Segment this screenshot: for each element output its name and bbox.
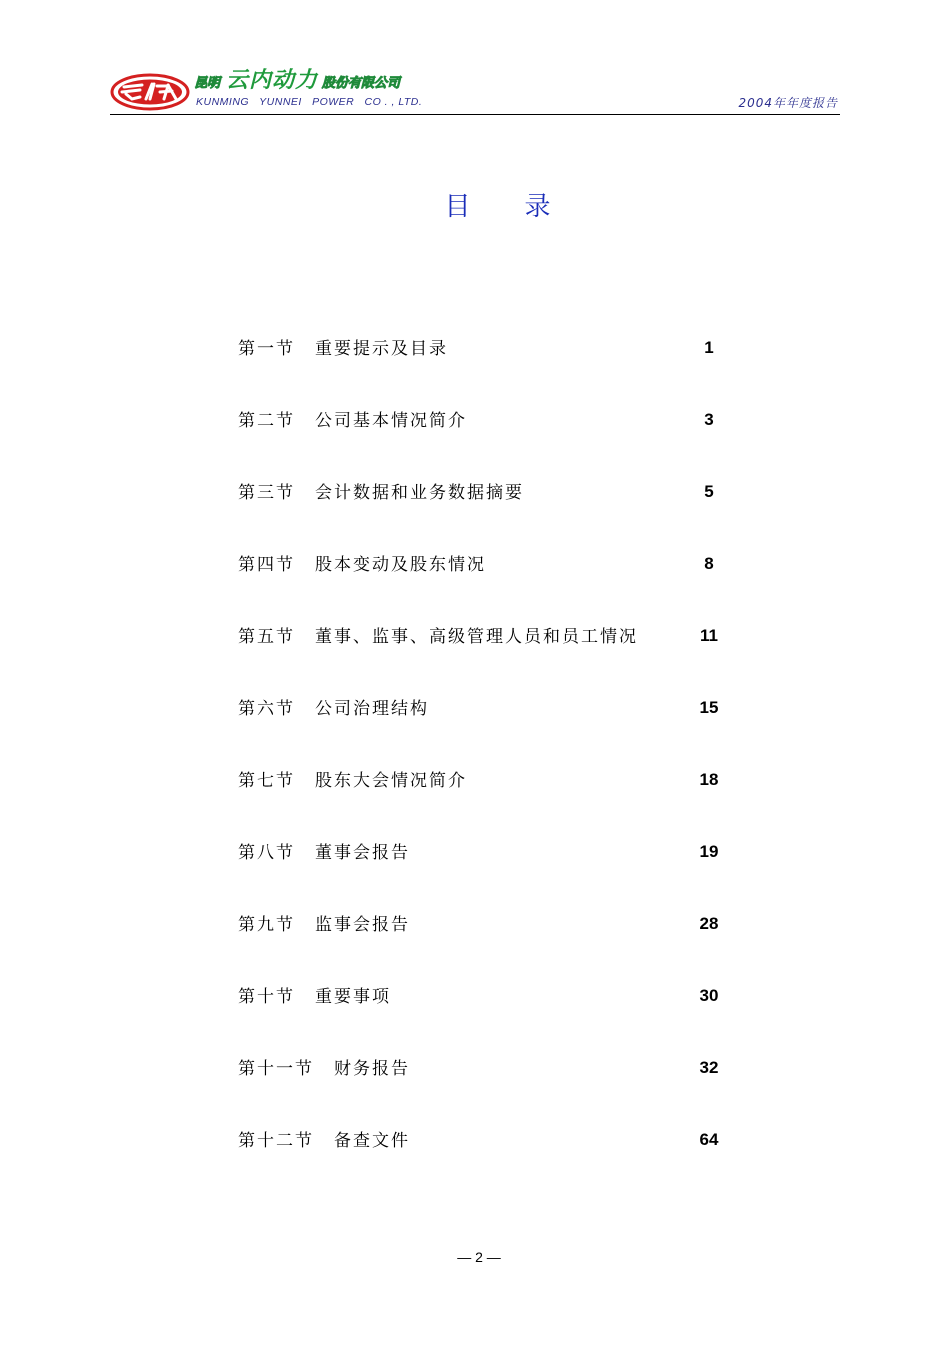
toc-title-char-2: 录 [524, 192, 551, 222]
toc-section-label: 第四节 [238, 555, 295, 575]
toc-item[interactable] [238, 906, 738, 936]
toc-page-number: 1 [704, 338, 714, 357]
toc-item[interactable] [238, 1122, 738, 1152]
toc-section-name: 重要事项 [315, 987, 391, 1007]
toc-item[interactable] [238, 618, 738, 648]
toc-section-label: 第十二节 [238, 1131, 314, 1151]
toc-page-number: 19 [699, 842, 719, 861]
toc-section-name: 董事会报告 [315, 843, 410, 863]
toc-section-name: 股本变动及股东情况 [315, 555, 486, 575]
header-divider [110, 114, 840, 115]
toc-section-name: 公司治理结构 [315, 699, 429, 719]
company-name-cn [194, 66, 400, 94]
toc-section-name: 备查文件 [334, 1131, 410, 1151]
toc-page-number: 18 [699, 770, 719, 789]
toc-section-label: 第九节 [238, 915, 295, 935]
toc-section-label: 第二节 [238, 411, 295, 431]
toc-section-label: 第十一节 [238, 1059, 314, 1079]
toc-page-number: 5 [704, 482, 714, 501]
toc-section-name: 财务报告 [334, 1059, 410, 1079]
toc-item[interactable] [238, 402, 738, 432]
toc-page-number: 11 [700, 626, 718, 645]
toc-item[interactable] [238, 546, 738, 576]
toc-item[interactable] [238, 474, 738, 504]
toc-section-label: 第五节 [238, 627, 295, 647]
toc-page-number: 28 [699, 914, 719, 933]
company-name-prefix: 昆明 [194, 76, 221, 91]
toc-section-label: 第十节 [238, 987, 295, 1007]
toc-page-number: 64 [699, 1130, 719, 1149]
toc-page-number: 32 [699, 1058, 719, 1077]
toc-page-number: 8 [704, 554, 714, 573]
toc-title [0, 186, 950, 223]
toc-section-name: 董事、监事、高级管理人员和员工情况 [315, 627, 638, 647]
toc-item[interactable] [238, 762, 738, 792]
toc-section-name: 监事会报告 [315, 915, 410, 935]
toc-section-label: 第七节 [238, 771, 295, 791]
toc-section-label: 第一节 [238, 339, 295, 359]
toc-section-name: 股东大会情况简介 [315, 771, 467, 791]
toc-section-label: 第六节 [238, 699, 295, 719]
company-name-main: 云内动力 [226, 68, 319, 93]
toc-item[interactable] [238, 978, 738, 1008]
toc-section-name: 公司基本情况简介 [315, 411, 467, 431]
toc-section-label: 第八节 [238, 843, 295, 863]
page-header [110, 66, 840, 116]
toc-item[interactable] [238, 1050, 738, 1080]
company-logo-icon [110, 72, 190, 112]
toc-item[interactable] [238, 330, 738, 360]
toc-title-char-1: 目 [444, 192, 471, 222]
company-name-en: KUNMING YUNNEI POWER CO . , LTD. [196, 96, 423, 108]
toc-page-number: 3 [704, 410, 714, 429]
toc-section-label: 第三节 [238, 483, 295, 503]
toc-section-name: 重要提示及目录 [315, 339, 448, 359]
report-title: 2004年年度报告 [738, 96, 838, 110]
toc-page-number: 30 [699, 986, 719, 1005]
toc-section-name: 会计数据和业务数据摘要 [315, 483, 524, 503]
toc-item[interactable] [238, 690, 738, 720]
toc-page-number: 15 [699, 698, 719, 717]
page-number: — 2 — [457, 1249, 501, 1265]
company-name-suffix: 股份有限公司 [322, 76, 401, 91]
toc-item[interactable] [238, 834, 738, 864]
